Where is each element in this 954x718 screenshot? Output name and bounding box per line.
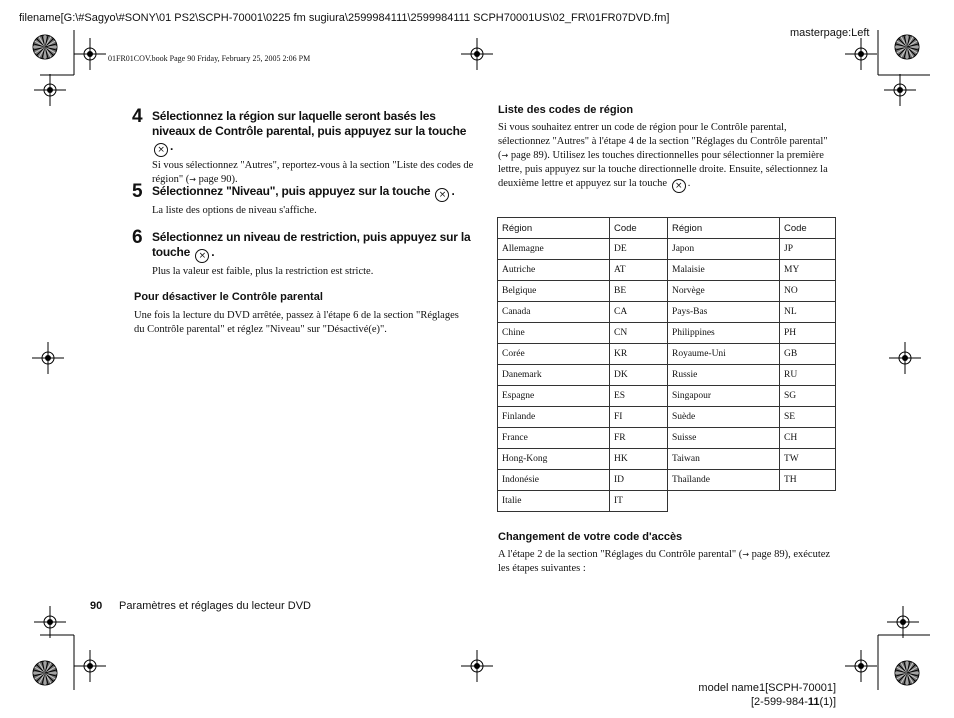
code-cell: ID — [610, 470, 668, 491]
code-cell: SG — [780, 386, 836, 407]
code-cell: FR — [610, 428, 668, 449]
step-title: Sélectionnez "Niveau", puis appuyez sur la touche × . — [152, 184, 455, 200]
code-cell: HK — [610, 449, 668, 470]
registration-target — [845, 650, 877, 682]
star-target — [895, 661, 919, 685]
code-cell: PH — [780, 323, 836, 344]
page-number: 90 — [90, 600, 103, 612]
region-cell: Suède — [668, 407, 780, 428]
table-row — [498, 470, 836, 491]
cross-button-icon: × — [154, 143, 168, 157]
registration-target — [74, 38, 106, 70]
step-body: Si vous sélectionnez "Autres", reportez-vous à la section "Liste des codes de région" (→ page 90). — [152, 160, 474, 185]
step-title: Sélectionnez la région sur laquelle seront basés les niveaux de Contrôle parental, puis appuyez sur la touche × . — [152, 109, 467, 155]
table-row — [498, 302, 836, 323]
region-cell: Thaïlande — [668, 470, 780, 491]
step-number: 4 — [132, 106, 143, 127]
code-cell: KR — [610, 344, 668, 365]
step-4 — [132, 106, 477, 187]
code-cell: FI — [610, 407, 668, 428]
registration-target — [74, 650, 106, 682]
region-cell: Corée — [498, 344, 610, 365]
registration-target — [32, 342, 64, 374]
region-cell: Chine — [498, 323, 610, 344]
header-bookinfo: 01FR01COV.book Page 90 Friday, February 25, 2005 2:06 PM — [108, 54, 311, 63]
region-cell: Allemagne — [498, 239, 610, 260]
registration-target — [845, 38, 877, 70]
table-row — [498, 407, 836, 428]
code-cell: IT — [610, 491, 668, 512]
header-masterpage: masterpage:Left — [790, 27, 870, 39]
star-target — [33, 661, 57, 685]
region-cell: Indonésie — [498, 470, 610, 491]
code-cell: TW — [780, 449, 836, 470]
code-cell: RU — [780, 365, 836, 386]
code-cell: CA — [610, 302, 668, 323]
region-cell: Pays-Bas — [668, 302, 780, 323]
code-cell: TH — [780, 470, 836, 491]
header-cell: Code — [610, 218, 668, 239]
header-filename: filename[G:\#Sagyo\#SONY\01 PS2\SCPH-70001\0225 fm sugiura\2599984111\2599984111 SCPH70001US\02_FR\01FR07DVD.fm] — [19, 12, 670, 24]
registration-target — [461, 38, 493, 70]
access-heading: Changement de votre code d'accès — [498, 531, 683, 543]
step-body: La liste des options de niveau s'affiche. — [152, 205, 317, 216]
codes-heading: Liste des codes de région — [498, 104, 634, 116]
page-title: Paramètres et réglages du lecteur DVD — [119, 600, 311, 612]
region-cell: Italie — [498, 491, 610, 512]
step-body: Plus la valeur est faible, plus la restriction est stricte. — [152, 266, 374, 277]
arrow-icon: → — [501, 151, 509, 160]
table-body — [498, 239, 836, 512]
code-cell: MY — [780, 260, 836, 281]
table-row — [498, 344, 836, 365]
region-cell: Espagne — [498, 386, 610, 407]
step-title: Sélectionnez un niveau de restriction, puis appuyez sur la touche × . — [152, 230, 471, 261]
table-row — [498, 449, 836, 470]
table-row — [498, 386, 836, 407]
region-cell: Suisse — [668, 428, 780, 449]
code-cell: NL — [780, 302, 836, 323]
cross-button-icon: × — [672, 179, 686, 193]
code-cell: CH — [780, 428, 836, 449]
header-cell: Code — [780, 218, 836, 239]
table-row — [498, 239, 836, 260]
codes-text: Si vous souhaitez entrer un code de région pour le Contrôle parental, sélectionnez "Autres" à l'étape 4 de la section "Réglages du Contrôle parental" (→ page 89). Utilisez les touches directionnelles pour sélectionner la première lettre, puis appuyez sur la touche directionnelle droite. Ensuite, sélectionnez la deuxième lettre et appuyez sur la touche × . — [498, 122, 828, 191]
step-6 — [132, 227, 477, 279]
region-cell: Singapour — [668, 386, 780, 407]
region-cell: Belgique — [498, 281, 610, 302]
code-cell: SE — [780, 407, 836, 428]
registration-target — [887, 606, 919, 638]
code-cell: NO — [780, 281, 836, 302]
table-row — [498, 491, 836, 512]
registration-target — [34, 606, 66, 638]
region-code-table — [497, 217, 836, 512]
region-cell: Canada — [498, 302, 610, 323]
header-cell: Région — [668, 218, 780, 239]
star-target — [33, 35, 57, 59]
region-cell: Taiwan — [668, 449, 780, 470]
region-cell: Russie — [668, 365, 780, 386]
part-code: [2-599-984-11(1)] — [750, 696, 836, 708]
code-cell: DK — [610, 365, 668, 386]
region-cell — [668, 491, 780, 512]
step-number: 5 — [132, 181, 143, 202]
star-target — [895, 35, 919, 59]
code-cell: BE — [610, 281, 668, 302]
arrow-icon: → — [189, 175, 196, 184]
table-header-row — [498, 218, 836, 239]
region-cell: Hong-Kong — [498, 449, 610, 470]
code-cell: JP — [780, 239, 836, 260]
registration-target — [889, 342, 921, 374]
registration-target — [34, 74, 66, 106]
code-cell: CN — [610, 323, 668, 344]
code-cell — [780, 491, 836, 512]
disable-text: Une fois la lecture du DVD arrêtée, passez à l'étape 6 de la section "Réglages du Contrôle parental" et réglez "Niveau" sur "Désactivé(e)". — [134, 310, 459, 335]
cross-button-icon: × — [435, 188, 449, 202]
code-cell: AT — [610, 260, 668, 281]
table-row — [498, 260, 836, 281]
access-text: A l'étape 2 de la section "Réglages du Contrôle parental" (→ page 89), exécutez les étapes suivantes : — [498, 549, 831, 574]
region-cell: Philippines — [668, 323, 780, 344]
model-name: model name1[SCPH-70001] — [698, 682, 836, 694]
cross-button-icon: × — [195, 249, 209, 263]
region-cell: Malaisie — [668, 260, 780, 281]
region-cell: Danemark — [498, 365, 610, 386]
step-5 — [132, 181, 477, 218]
code-cell: DE — [610, 239, 668, 260]
header-cell: Région — [498, 218, 610, 239]
step-number: 6 — [132, 227, 143, 248]
region-cell: France — [498, 428, 610, 449]
disable-heading: Pour désactiver le Contrôle parental — [134, 291, 323, 303]
region-cell: Finlande — [498, 407, 610, 428]
registration-target — [884, 74, 916, 106]
region-cell: Japon — [668, 239, 780, 260]
table-row — [498, 323, 836, 344]
region-cell: Norvège — [668, 281, 780, 302]
region-cell: Autriche — [498, 260, 610, 281]
registration-target — [461, 650, 493, 682]
region-cell: Royaume-Uni — [668, 344, 780, 365]
table-row — [498, 365, 836, 386]
table-row — [498, 428, 836, 449]
arrow-icon: → — [742, 550, 750, 559]
code-cell: GB — [780, 344, 836, 365]
code-cell: ES — [610, 386, 668, 407]
table-row — [498, 281, 836, 302]
